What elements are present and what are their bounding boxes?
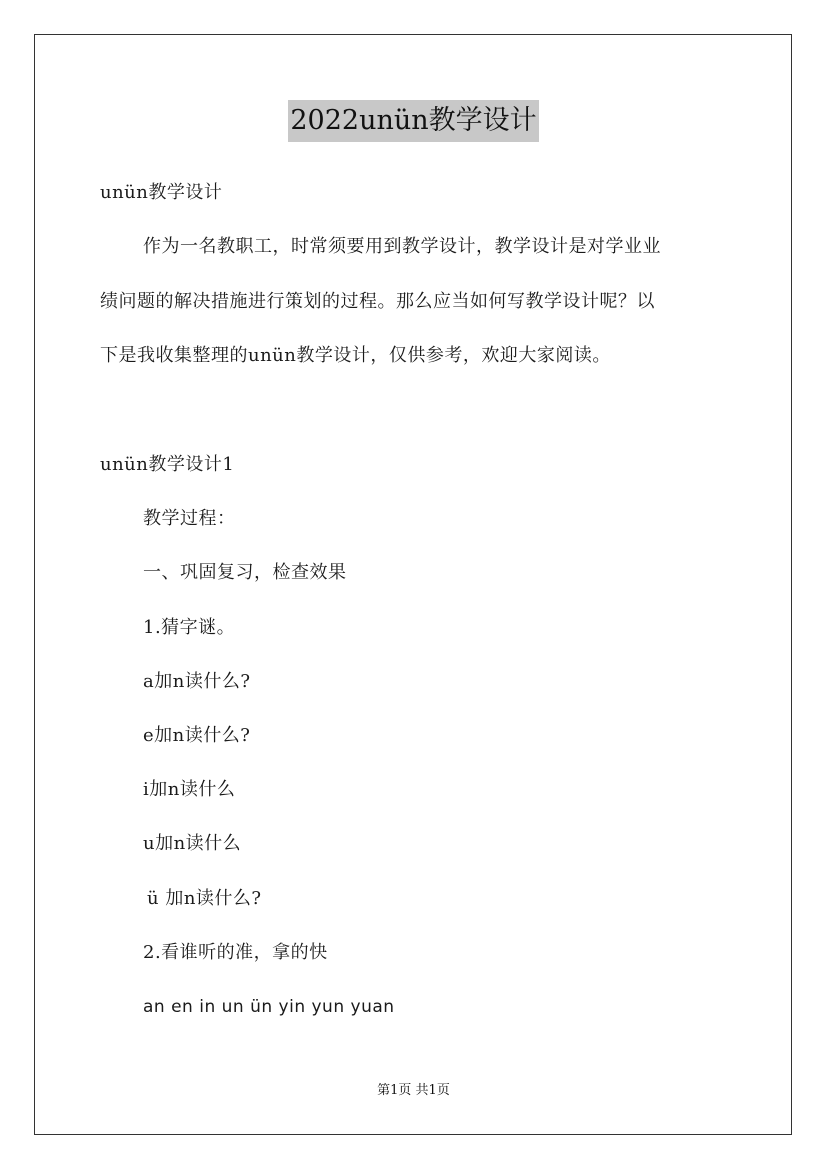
title-container: [0, 100, 827, 142]
syllables-line: an en in un ün yin yun yuan: [143, 997, 395, 1017]
item-2: 2.看谁听的准，拿的快: [143, 942, 328, 963]
step-one: 一、巩固复习，检查效果: [143, 562, 347, 583]
intro-line-2: 绩问题的解决措施进行策划的过程。那么应当如何写教学设计呢？以: [100, 291, 655, 312]
subtitle: unün教学设计: [100, 182, 223, 203]
document-title: 2022unün教学设计: [288, 100, 538, 142]
question-a: a加n读什么?: [143, 671, 251, 692]
question-u: u加n读什么: [143, 833, 242, 854]
intro-line-1: 作为一名教职工，时常须要用到教学设计，教学设计是对学业业: [143, 236, 661, 257]
question-i: i加n读什么: [143, 779, 236, 800]
item-1: 1.猜字谜。: [143, 617, 236, 638]
intro-line-3: 下是我收集整理的unün教学设计，仅供参考，欢迎大家阅读。: [100, 345, 611, 366]
question-e: e加n读什么?: [143, 725, 251, 746]
process-label: 教学过程：: [143, 508, 236, 529]
page-footer: 第1页 共1页: [377, 1083, 450, 1098]
question-v: ü 加n读什么?: [147, 888, 262, 909]
section-heading: unün教学设计1: [100, 454, 235, 475]
